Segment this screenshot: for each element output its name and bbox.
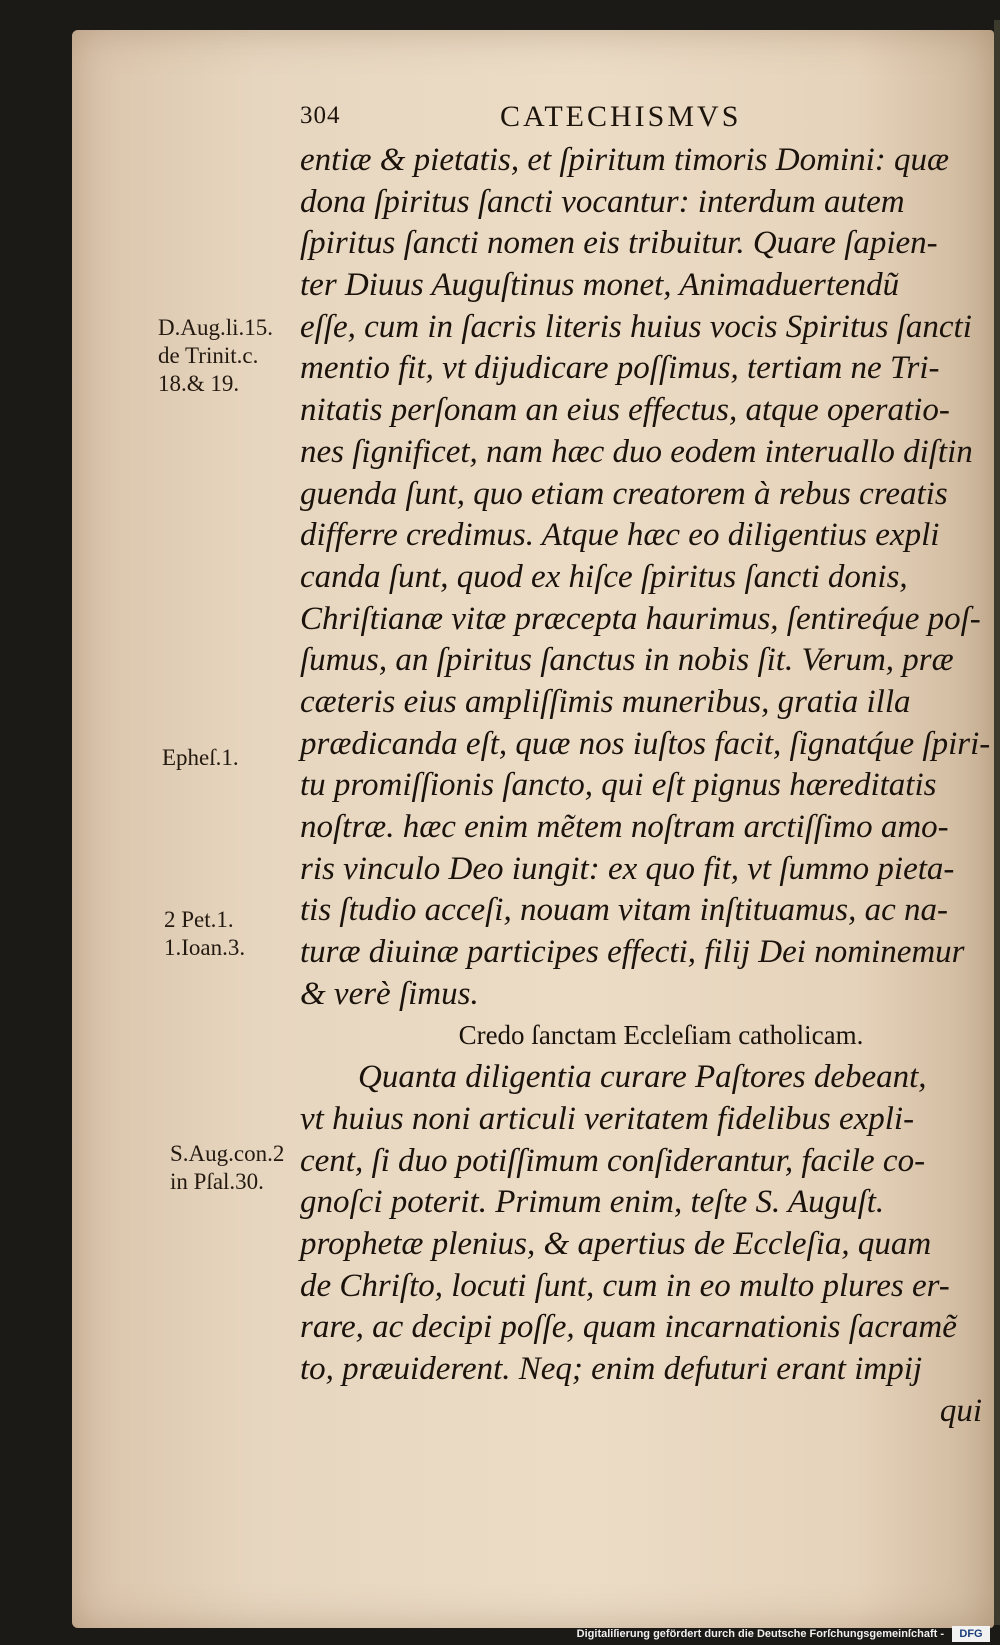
text-line: gnoſci poterit. Primum enim, teſte S. Auguſt. [300,1184,885,1221]
marginal-line: 2 Pet.1. [164,907,234,932]
text-line: prædicanda eſt, quæ nos iuſtos facit, ſignatq́ue ſpiri- [300,725,991,762]
text-line: rare, ac decipi poſſe, quam incarnationis ſacramẽ [300,1309,957,1346]
marginal-line: in Pſal.30. [170,1169,264,1194]
text-line: vt huius noni articuli veritatem fidelibus expli- [300,1100,915,1137]
text-line: guenda ſunt, quo etiam creatorem à rebus creatis [300,475,948,512]
text-line: canda ſunt, quod ex hiſce ſpiritus ſancti donis, [300,558,908,595]
text-line: prophetæ plenius, & apertius de Eccleſia, quam [300,1225,932,1262]
marginal-line: S.Aug.con.2 [170,1141,285,1166]
marginal-line: 1.Ioan.3. [164,935,246,960]
section-heading: Credo ſanctam Eccleſiam catholicam. [458,1020,864,1051]
text-line: tu promiſſionis ſancto, qui eſt pignus hæreditatis [300,767,937,804]
text-line: cæteris eius ampliſſimis muneribus, gratia illa [300,683,911,720]
text-line: ris vinculo Deo iungit: ex quo fit, vt ſummo pieta- [300,850,955,887]
text-line: differre credimus. Atque hæc eo diligentius expli [300,517,940,554]
text-line: Chriſtianæ vitæ præcepta haurimus, ſentireq́ue poſ- [300,600,981,637]
text-line: turæ diuinæ participes effecti, filij Dei nominemur [300,934,965,971]
page-number: 304 [300,102,341,129]
text-line: eſſe, cum in ſacris literis huius vocis Spiritus ſancti [300,308,972,345]
text-line: dona ſpiritus ſancti vocantur: interdum autem [300,183,905,220]
text-line: nes ſignificet, nam hæc duo eodem interuallo diſtin [300,433,973,470]
text-line: & verè ſimus. [300,975,479,1012]
marginal-line: de Trinit.c. [158,343,259,368]
main-text [300,140,991,1432]
book-edge [994,20,1000,1625]
marginal-note [170,1140,284,1196]
running-title: CATECHISMVS [500,100,742,133]
text-line: mentio fit, vt dijudicare poſſimus, tertiam ne Tri- [300,350,940,387]
text-line: cent, ſi duo potiſſimum conſiderantur, facile co- [300,1142,926,1179]
marginal-line: Epheſ.1. [162,745,239,770]
text-line: nitatis perſonam an eius effectus, atque operatio- [300,392,950,429]
text-line: tis ſtudio acceſi, nouam vitam inſtituamus, ac na- [300,892,949,929]
text-line: noſtræ. hæc enim mẽtem noſtram arctiſſimo amo- [300,809,949,845]
text-line: ſumus, an ſpiritus ſanctus in nobis ſit. Verum, præ [300,642,954,679]
digitization-credit: Digitaliſierung gefördert durch die Deutsche Forſchungsgemeinſchaft - [576,1628,944,1640]
text-line: Quanta diligentia curare Paſtores debeant, [358,1059,927,1096]
marginal-line: D.Aug.li.15. [158,315,273,340]
text-line: de Chriſto, locuti ſunt, cum in eo multo plures er- [300,1267,950,1304]
dfg-logo: DFG [952,1626,990,1642]
catchword: qui [939,1392,982,1429]
text-line: ter Diuus Auguſtinus monet, Animaduertendũ [300,267,900,304]
text-line: ſpiritus ſancti nomen eis tribuitur. Quare ſapien- [300,225,938,262]
text-line: to, præuiderent. Neq; enim defuturi erant impij [300,1350,923,1387]
marginal-note [162,744,239,772]
page-header [300,100,790,140]
text-line: entiæ & pietatis, et ſpiritum timoris Domini: quæ [300,142,950,178]
marginal-line: 18.& 19. [158,371,240,396]
marginal-note [158,314,273,398]
marginal-note [164,906,245,962]
